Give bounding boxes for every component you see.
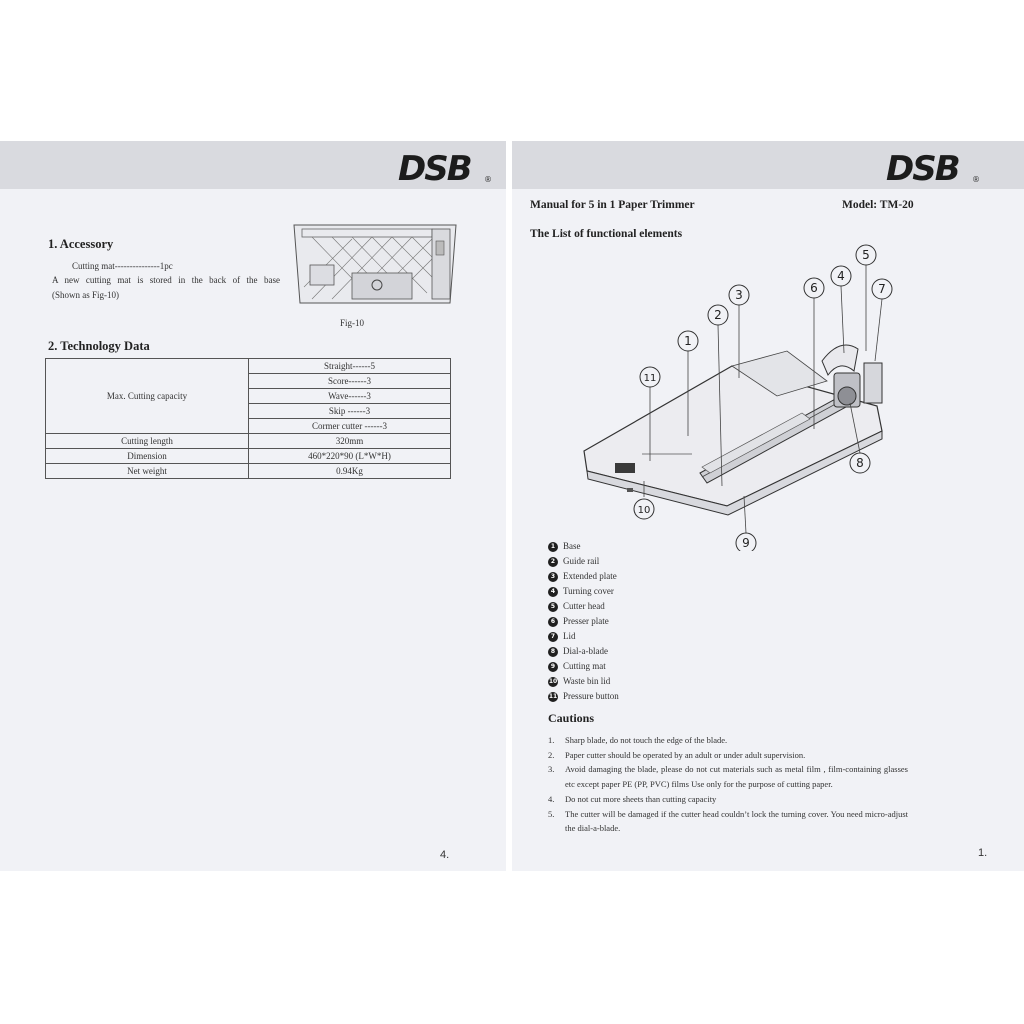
- number-bullet: 10: [548, 677, 558, 685]
- table-cell-value: Skip ------3: [249, 404, 451, 419]
- header-band: [0, 141, 506, 189]
- list-item-label: Cutting mat: [563, 661, 606, 671]
- table-cell-value: 0.94Kg: [249, 464, 451, 479]
- callout-label: 7: [878, 282, 886, 296]
- list-item-label: Waste bin lid: [563, 676, 611, 686]
- page-number: 1.: [978, 847, 988, 859]
- callout-label: 10: [637, 505, 651, 516]
- list-item-label: Extended plate: [563, 571, 617, 581]
- list-item: [548, 629, 619, 644]
- table-cell-value: Score------3: [249, 374, 451, 389]
- cautions-title: Cautions: [548, 711, 595, 725]
- caution-text: The cutter will be damaged if the cutter head couldn’t lock the turning cover. You need micro-adjust the dial-a-blade.: [565, 808, 908, 834]
- tech-data-title: 2. Technology Data: [48, 339, 150, 353]
- list-item: [548, 733, 908, 748]
- header-band: [512, 141, 1024, 189]
- number-bullet: 2: [548, 557, 558, 567]
- list-item-label: Dial-a-blade: [563, 646, 608, 656]
- number-bullet: 5: [548, 602, 558, 612]
- table-cell-value: Straight------5: [249, 359, 451, 374]
- list-item: [548, 584, 619, 599]
- list-item-label: Guide rail: [563, 556, 600, 566]
- right-page: [512, 141, 1024, 871]
- number-bullet: 6: [548, 617, 558, 627]
- callout-label: 1: [684, 334, 692, 348]
- functional-elements-list: [548, 539, 619, 704]
- fig10-caption: Fig-10: [340, 318, 365, 328]
- model-number: Model: TM-20: [842, 199, 914, 211]
- accessory-title: 1. Accessory: [48, 237, 114, 251]
- list-item: [548, 614, 619, 629]
- caution-text: Paper cutter should be operated by an adult or under adult supervision.: [565, 749, 806, 760]
- number-bullet: 8: [548, 647, 558, 657]
- list-item: [548, 792, 908, 807]
- list-item: [548, 569, 619, 584]
- table-cell-value: 320mm: [249, 434, 451, 449]
- list-number: 3.: [548, 764, 555, 775]
- list-item-label: Presser plate: [563, 616, 609, 626]
- caution-text: Sharp blade, do not touch the edge of the blade.: [565, 735, 728, 745]
- table-row: [46, 434, 451, 449]
- number-bullet: 4: [548, 587, 558, 597]
- list-item: [548, 644, 619, 659]
- list-item-label: Lid: [563, 631, 576, 641]
- list-item: [548, 554, 619, 569]
- number-bullet: 11: [548, 692, 558, 700]
- table-cell-label: Max. Cutting capacity: [46, 359, 249, 434]
- accessory-line-2: A new cutting mat is stored in the back of the base: [52, 275, 280, 285]
- caution-text: Do not cut more sheets than cutting capacity: [565, 793, 717, 804]
- list-item-label: Base: [563, 541, 581, 551]
- page-number: 4.: [440, 849, 450, 861]
- list-item: [548, 659, 619, 674]
- callout-label: 4: [837, 269, 845, 283]
- cautions-list: [548, 733, 908, 836]
- tech-data-table: [45, 358, 451, 479]
- list-number: 1.: [548, 735, 555, 745]
- number-bullet: 3: [548, 572, 558, 582]
- table-row: [46, 449, 451, 464]
- list-item: [548, 762, 908, 791]
- number-bullet: 7: [548, 632, 558, 642]
- list-item: [548, 599, 619, 614]
- callout-label: 8: [856, 456, 864, 470]
- list-item-label: Cutter head: [563, 601, 605, 611]
- list-item-label: Pressure button: [563, 691, 619, 701]
- table-cell-value: Cormer cutter ------3: [249, 419, 451, 434]
- callout-label: 3: [735, 288, 743, 302]
- list-item-label: Turning cover: [563, 586, 614, 596]
- registered-mark: ®: [484, 175, 492, 184]
- list-item: [548, 674, 619, 689]
- list-item: [548, 539, 619, 554]
- manual-title: Manual for 5 in 1 Paper Trimmer: [530, 199, 695, 211]
- trimmer-diagram: [582, 241, 922, 551]
- caution-text: Avoid damaging the blade, please do not cut materials such as metal film , film-containing glasses etc except paper PE (PP, PVC) films Use only for the purpose of cutting paper.: [565, 764, 908, 790]
- fig10-illustration: [292, 221, 458, 307]
- accessory-line-1: Cutting mat---------------1pc: [72, 261, 173, 271]
- table-row: [46, 464, 451, 479]
- table-cell-label: Dimension: [46, 449, 249, 464]
- list-number: 2.: [548, 749, 555, 760]
- number-bullet: 9: [548, 662, 558, 672]
- brand-logo: DSB: [886, 149, 959, 189]
- callout-label: 6: [810, 281, 818, 295]
- list-number: 4.: [548, 793, 555, 804]
- table-cell-label: Cutting length: [46, 434, 249, 449]
- list-item: [548, 807, 908, 836]
- number-bullet: 1: [548, 542, 558, 552]
- callout-label: 9: [742, 536, 750, 550]
- functional-elements-title: The List of functional elements: [530, 228, 683, 240]
- left-page: [0, 141, 506, 871]
- table-cell-value: 460*220*90 (L*W*H): [249, 449, 451, 464]
- list-number: 5.: [548, 808, 555, 819]
- callout-label: 2: [714, 308, 722, 322]
- list-item: [548, 748, 908, 763]
- table-cell-value: Wave------3: [249, 389, 451, 404]
- table-cell-label: Net weight: [46, 464, 249, 479]
- callout-label: 5: [862, 248, 870, 262]
- registered-mark: ®: [972, 175, 980, 184]
- list-item: [548, 689, 619, 704]
- accessory-line-3: (Shown as Fig-10): [52, 290, 119, 300]
- table-row: [46, 359, 451, 374]
- callout-label: 11: [643, 373, 657, 384]
- brand-logo: DSB: [398, 149, 471, 189]
